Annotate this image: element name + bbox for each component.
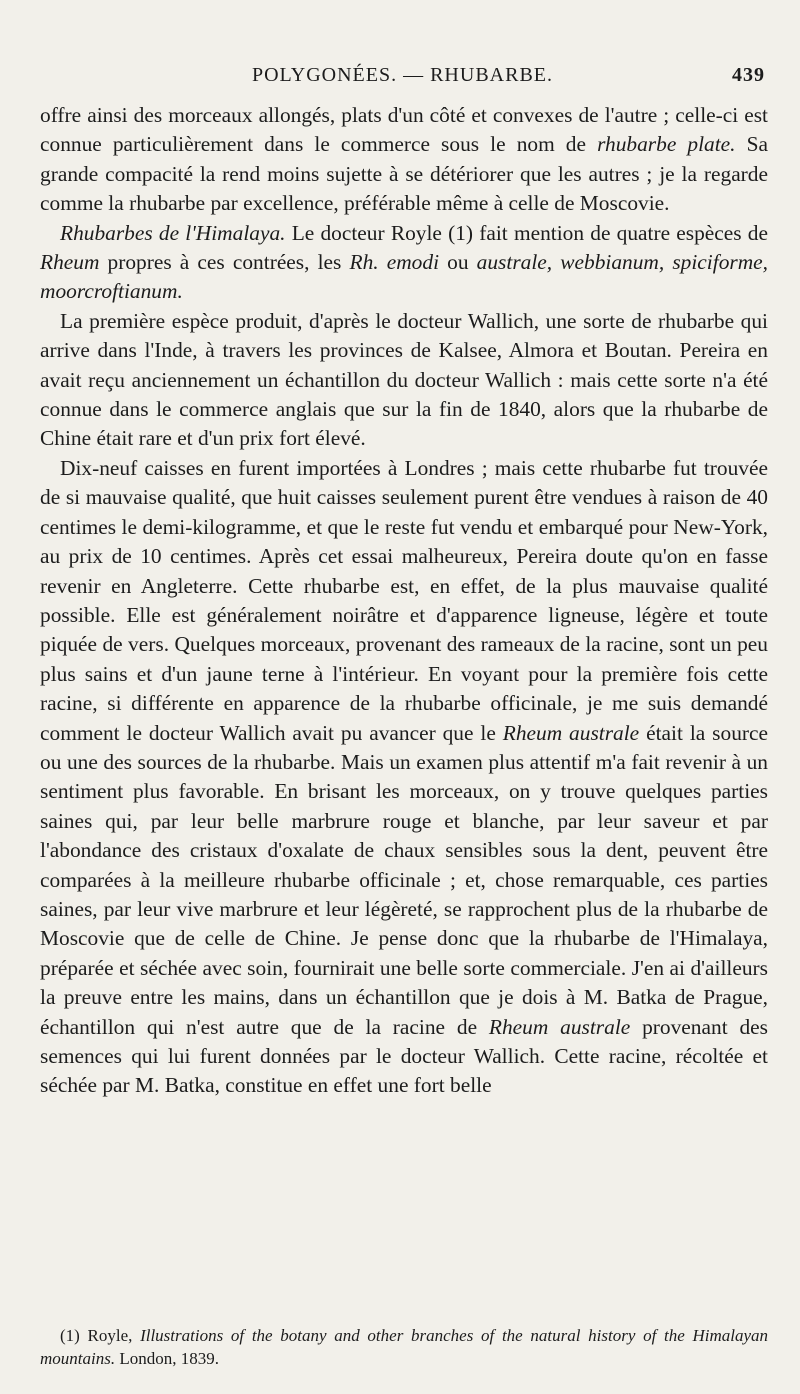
text-run: (1) Royle, bbox=[60, 1326, 141, 1345]
italic-term: rhubarbe plate. bbox=[597, 132, 736, 157]
text-run: provenant des semences qui lui furent données par le docteur Wallich. Cette racine, récoltée et séchée par M. Batka, constitue en effet une fort belle bbox=[40, 1014, 768, 1098]
paragraph-3: La première espèce produit, d'après le docteur Wallich, une sorte de rhubarbe qui arrive dans l'Inde, à travers les provinces de Kalsee, Almora et Boutan. Pereira en avait reçu anciennement un échantillon du docteur Wallich : mais cette sorte n'a été connue dans le commerce anglais que sur la fin de 1840, alors que la rhubarbe de Chine était rare et d'un prix fort élevé. bbox=[40, 308, 768, 451]
paragraph-1 bbox=[40, 101, 768, 219]
italic-term: Rheum bbox=[40, 250, 100, 275]
text-run: ou bbox=[439, 250, 477, 275]
text-run: offre ainsi des morceaux allongés, plats d'un côté et convexes de l'autre ; celle-ci est connue particulièrement dans le commerce sous le nom de bbox=[40, 103, 768, 157]
italic-term: australe, webbianum, spiciforme, moorcroftianum. bbox=[40, 250, 768, 304]
paragraph-4 bbox=[40, 454, 768, 1101]
text-run: Le docteur Royle (1) fait mention de quatre espèces de bbox=[285, 220, 768, 245]
italic-term: Rheum australe bbox=[488, 1014, 631, 1039]
running-header bbox=[40, 60, 765, 94]
text-run: Dix-neuf caisses en furent importées à Londres ; mais cette rhubarbe fut trouvée de si mauvaise qualité, que huit caisses seulement purent être vendues à raison de 40 centimes le demi-kilogramme, et que le reste fut vendu et embarqué pour New-York, au prix de 10 centimes. Après cet essai malheureux, Pereira doute qu'on en fasse revenir en Angleterre. Cette rhubarbe est, en effet, de la plus mauvaise qualité possible. Elle est généralement noirâtre et d'apparence ligneuse, légère et toute piquée de vers. Quelques morceaux, provenant des rameaux de la racine, sont un peu plus sains et d'un jaune terne à l'intérieur. En voyant pour la première fois cette racine, si différente en apparence de la rhubarbe officinale, je me suis demandé comment le docteur Wallich avait pu avancer que le bbox=[40, 455, 768, 745]
italic-term: Rheum australe bbox=[502, 720, 640, 745]
footnote-text bbox=[40, 1324, 768, 1370]
text-run: propres à ces contrées, les bbox=[99, 250, 350, 275]
section-heading: Rhubarbes de l'Himalaya. bbox=[60, 220, 286, 245]
italic-term: Rh. emodi bbox=[349, 250, 440, 275]
running-title: POLYGONÉES. — RHUBARBE. bbox=[251, 64, 554, 86]
italic-title: Illustrations of the botany and other branches of the natural history of the Himalayan mountains. bbox=[40, 1326, 769, 1368]
paragraph-2 bbox=[40, 219, 768, 307]
page-number: 439 bbox=[732, 64, 765, 86]
text-run: était la source ou une des sources de la rhubarbe. Mais un examen plus attentif m'a fait revenir à un sentiment plus favorable. En brisant les morceaux, on y trouve quelques parties saines qui, par leur belle marbrure rouge et blanche, par leur saveur et par l'abondance des cristaux d'oxalate de chaux sensibles sous la dent, peuvent être comparées à la meilleure rhubarbe officinale ; et, chose remarquable, ces parties saines, par leur vive marbrure et leur légèreté, se rapprochent plus de la rhubarbe de Moscovie que de celle de Chine. Je pense donc que la rhubarbe de l'Himalaya, préparée et séchée avec soin, fournirait une belle sorte commerciale. J'en ai d'ailleurs la preuve entre les mains, dans un échantillon que je dois à M. Batka de Prague, échantillon qui n'est autre que de la racine de bbox=[40, 720, 768, 1039]
footnote bbox=[40, 1324, 768, 1370]
body-text bbox=[40, 101, 768, 1101]
text-run: Sa grande compacité la rend moins sujette à se détériorer que les autres ; je la regarde comme la rhubarbe par excellence, préférable même à celle de Moscovie. bbox=[40, 132, 768, 216]
text-run: London, 1839. bbox=[115, 1349, 219, 1368]
